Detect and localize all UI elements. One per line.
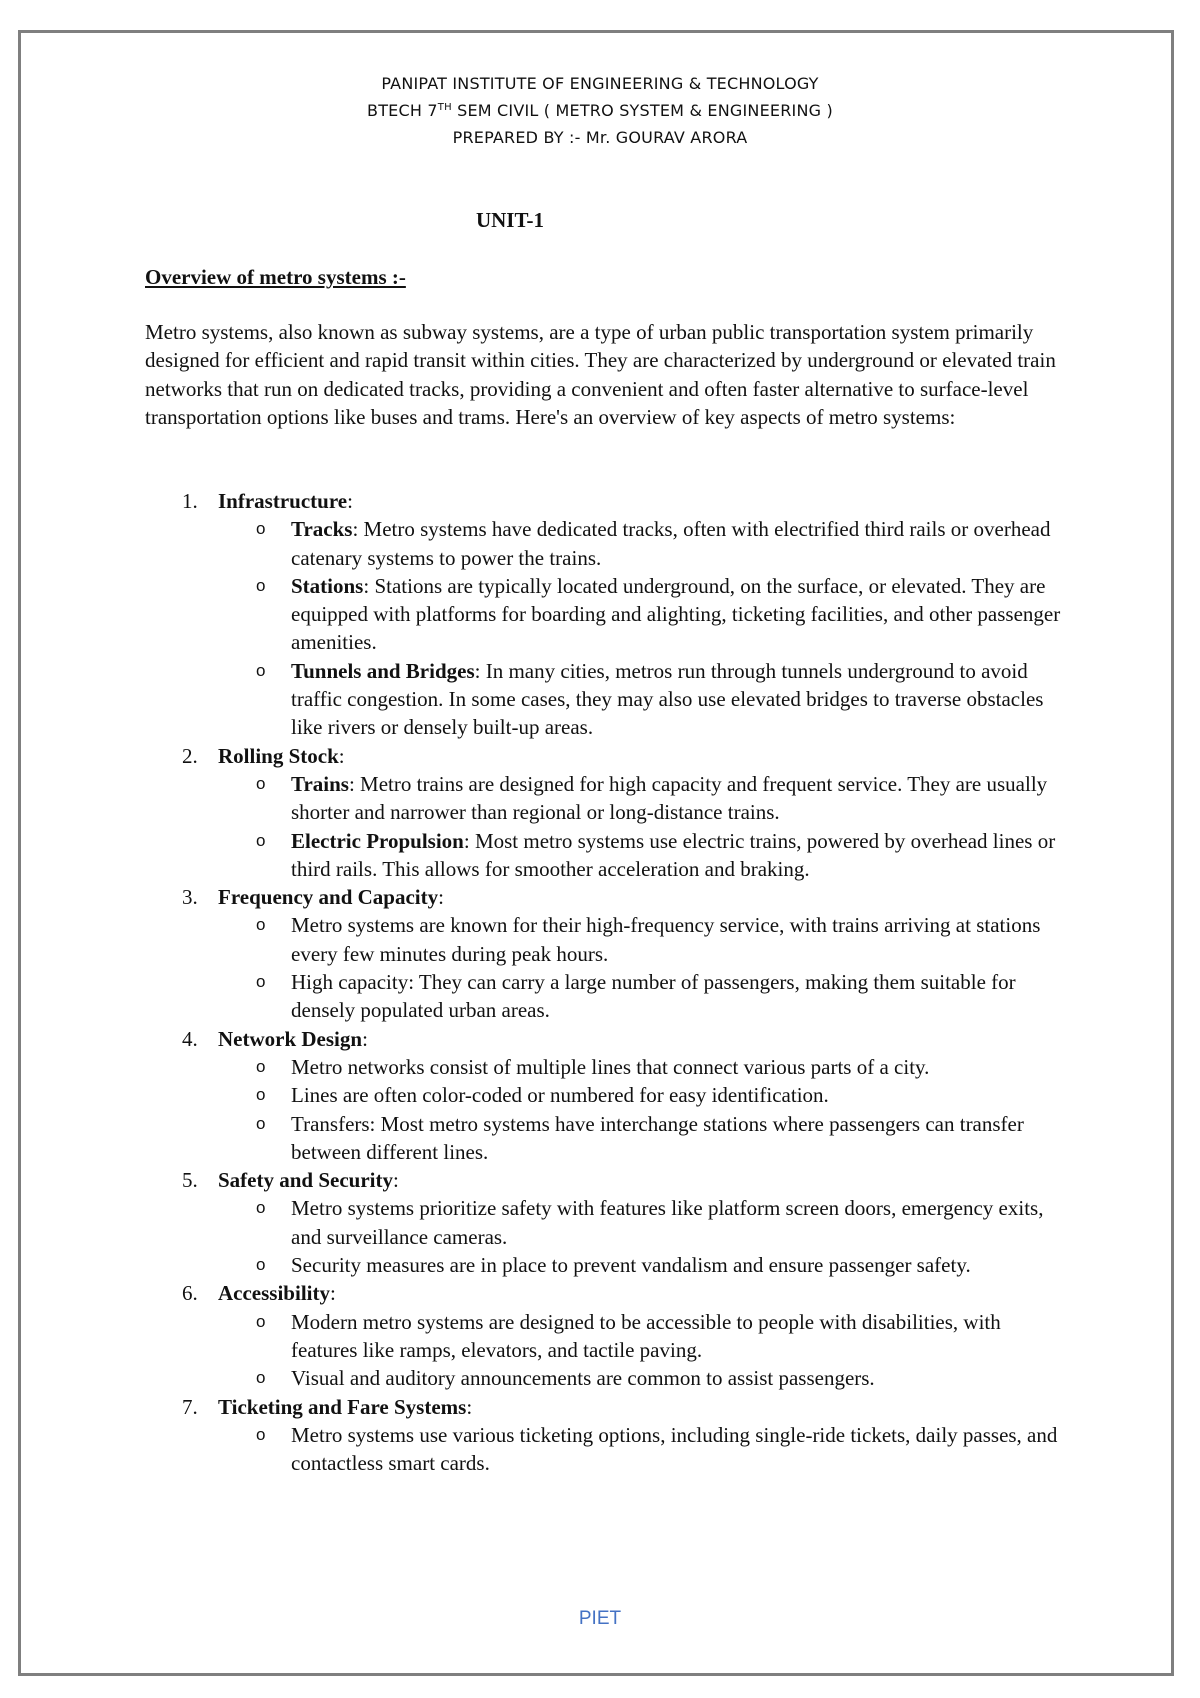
- sub-bullet-item: [256, 1110, 1065, 1167]
- sub-bullet-term: Trains: [291, 771, 349, 796]
- list-item-number: 7.: [182, 1394, 198, 1419]
- course-superscript: TH: [437, 102, 452, 113]
- list-item-title: Ticketing and Fare Systems:: [218, 1394, 473, 1419]
- sub-bullet-item: [256, 1251, 1065, 1279]
- course-prefix: BTECH 7: [367, 101, 438, 120]
- list-item-title-text: Rolling Stock: [218, 743, 339, 768]
- sub-bullet-text: Lines are often color-coded or numbered for easy identification.: [291, 1083, 829, 1108]
- list-item-number: 1.: [182, 489, 198, 513]
- footer-text: PIET: [578, 1608, 622, 1629]
- sub-bullet-item: [256, 515, 1065, 572]
- sub-bullet-item: [256, 968, 1065, 1025]
- sub-bullet-text: Modern metro systems are designed to be accessible to people with disabilities, with features like ramps, elevators, and tactile paving.: [291, 1309, 1001, 1362]
- list-item-title-text: Infrastructure: [218, 489, 348, 513]
- sub-bullet-item: [256, 827, 1065, 884]
- sub-bullet-text: : Most metro systems use electric trains, powered by overhead lines or third rails. This allows for smoother acceleration and braking.: [291, 828, 1056, 881]
- intro-paragraph: Metro systems, also known as subway systems, are a type of urban public transportation system primarily designed for efficient and rapid transit within cities. They are characterized by underground or elevated train networks that run on dedicated tracks, providing a convenient and often faster alternative to surface-level transportation options like buses and trams. Here's an overview of key aspects of metro systems:: [145, 320, 1056, 429]
- list-item-title: Safety and Security:: [218, 1168, 399, 1193]
- bullet-icon: o: [256, 972, 266, 992]
- sub-bullet-text: Metro systems are known for their high-frequency service, with trains arriving at stations every few minutes during peak hours.: [291, 913, 1041, 966]
- aspects-list: [145, 487, 1065, 1477]
- bullet-icon: o: [256, 773, 266, 793]
- prepared-by: PREPARED BY :- Mr. GOURAV ARORA: [452, 128, 748, 147]
- bullet-icon: o: [256, 830, 266, 850]
- sub-bullet-item: [256, 1308, 1065, 1365]
- list-item-title-text: Safety and Security: [218, 1168, 393, 1193]
- bullet-icon: o: [256, 519, 266, 539]
- institute-name: PANIPAT INSTITUTE OF ENGINEERING & TECHNOLOGY: [381, 74, 819, 93]
- list-item: [145, 1393, 1065, 1478]
- list-item-title: Frequency and Capacity:: [218, 885, 444, 910]
- sub-bullet-item: [256, 770, 1065, 827]
- list-item: [145, 487, 1065, 742]
- list-item-number: 6.: [182, 1281, 198, 1306]
- list-item-title: Infrastructure:: [218, 489, 353, 513]
- bullet-icon: o: [256, 1056, 266, 1076]
- sub-bullet-text: Visual and auditory announcements are common to assist passengers.: [291, 1366, 875, 1391]
- sub-bullet-term: Stations: [291, 573, 364, 598]
- sub-bullet-term: Tracks: [291, 517, 353, 542]
- list-item-title-text: Network Design: [218, 1026, 363, 1051]
- bullet-icon: o: [256, 1113, 266, 1133]
- sub-bullet-item: [256, 1364, 1065, 1392]
- list-item-title-text: Accessibility: [218, 1281, 330, 1306]
- course-line: [0, 97, 1200, 124]
- bullet-icon: o: [256, 1255, 266, 1275]
- overview-heading: Overview of metro systems :-: [145, 265, 406, 289]
- sub-bullet-text: Metro networks consist of multiple lines that connect various parts of a city.: [291, 1054, 930, 1079]
- sub-bullet-term: Tunnels and Bridges: [291, 658, 475, 683]
- list-item-number: 3.: [182, 885, 198, 910]
- sub-bullet-item: [256, 1053, 1065, 1081]
- sub-bullet-item: [256, 911, 1065, 968]
- bullet-icon: o: [256, 1368, 266, 1388]
- unit-title: UNIT-1: [475, 208, 545, 232]
- sub-bullet-text: : Stations are typically located underground, on the surface, or elevated. They are equipped with platforms for boarding and alighting, ticketing facilities, and other passenger amenities.: [291, 573, 1061, 655]
- sub-bullet-text: Metro systems prioritize safety with features like platform screen doors, emergency exits, and surveillance cameras.: [291, 1196, 1044, 1249]
- list-item-number: 5.: [182, 1168, 198, 1193]
- list-item: [145, 1279, 1065, 1392]
- sub-bullet-item: [256, 1421, 1065, 1478]
- bullet-icon: o: [256, 1085, 266, 1105]
- sub-bullet-term: Electric Propulsion: [291, 828, 464, 853]
- bullet-icon: o: [256, 660, 266, 680]
- document-header: [0, 70, 1200, 151]
- bullet-icon: o: [256, 915, 266, 935]
- course-suffix: SEM CIVIL ( METRO SYSTEM & ENGINEERING ): [451, 101, 833, 120]
- list-item: [145, 1025, 1065, 1166]
- sub-bullet-text: Transfers: Most metro systems have interchange stations where passengers can transfer between different lines.: [291, 1111, 1024, 1164]
- list-item-title-text: Frequency and Capacity: [218, 885, 439, 910]
- sub-bullet-text: : Metro trains are designed for high capacity and frequent service. They are usually shorter and narrower than regional or long-distance trains.: [291, 771, 1048, 825]
- list-item-title-text: Ticketing and Fare Systems: [218, 1394, 467, 1419]
- bullet-icon: o: [256, 1198, 266, 1218]
- sub-bullet-text: High capacity: They can carry a large number of passengers, making them suitable for densely populated urban areas.: [291, 970, 1016, 1023]
- list-item: [145, 742, 1065, 883]
- list-item-title: Accessibility:: [218, 1281, 336, 1306]
- list-item-title: Rolling Stock:: [218, 743, 345, 768]
- list-item-number: 2.: [182, 743, 198, 768]
- bullet-icon: o: [256, 1311, 266, 1331]
- sub-bullet-text: : In many cities, metros run through tunnels underground to avoid traffic congestion. In some cases, they may also use elevated bridges to traverse obstacles like rivers or densely built-up areas.: [291, 658, 1044, 740]
- sub-bullet-item: [256, 1081, 1065, 1109]
- sub-bullet-text: Metro systems use various ticketing options, including single-ride tickets, daily passes, and contactless smart cards.: [291, 1422, 1058, 1476]
- list-item: [145, 883, 1065, 1024]
- sub-bullet-item: [256, 1194, 1065, 1251]
- list-item-title: Network Design:: [218, 1026, 368, 1051]
- list-item-number: 4.: [182, 1026, 198, 1051]
- sub-bullet-text: : Metro systems have dedicated tracks, often with electrified third rails or overhead catenary systems to power the trains.: [291, 517, 1051, 570]
- bullet-icon: o: [256, 575, 266, 595]
- sub-bullet-text: Security measures are in place to prevent vandalism and ensure passenger safety.: [291, 1253, 971, 1278]
- bullet-icon: o: [256, 1424, 266, 1444]
- sub-bullet-item: [256, 572, 1065, 657]
- list-item: [145, 1166, 1065, 1279]
- sub-bullet-item: [256, 657, 1065, 742]
